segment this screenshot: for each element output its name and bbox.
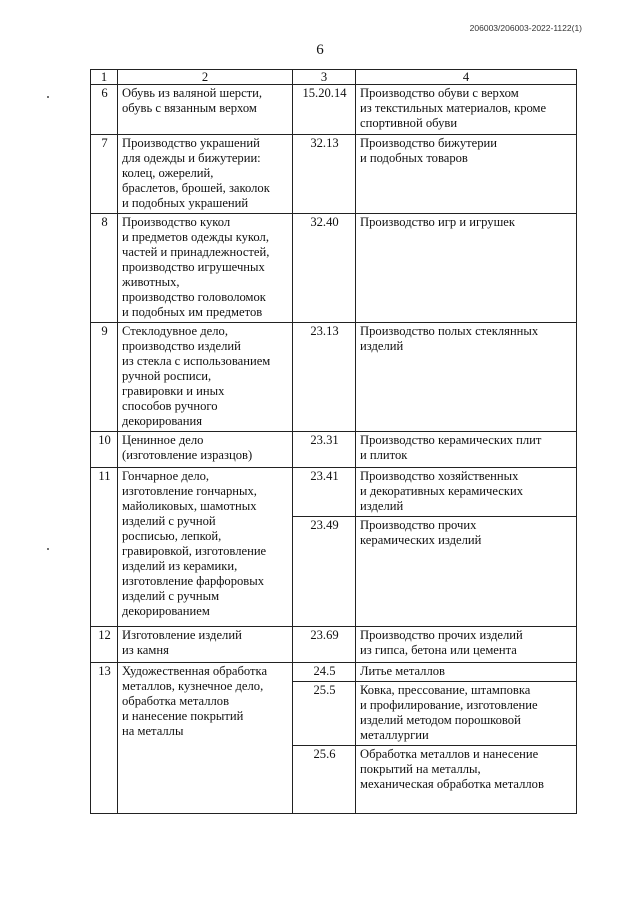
row-number: 11 <box>91 468 118 627</box>
craft-activity: Обувь из валяной шерсти, обувь с вязанным верхом <box>118 85 293 135</box>
row-number: 12 <box>91 627 118 663</box>
craft-activity: Гончарное дело, изготовление гончарных, майоликовых, шамотных изделий с ручной росписью, лепкой, гравировкой, изготовление изделий из керамики, изготовление фарфоровых изделий с ручным декорированием <box>118 468 293 627</box>
code-description: Производство игр и игрушек <box>356 214 577 323</box>
table-row <box>91 663 577 682</box>
code-description: Литье металлов <box>356 663 577 682</box>
okved-code: 32.13 <box>293 135 356 214</box>
table-row <box>91 432 577 468</box>
okved-code: 23.41 <box>293 468 356 517</box>
craft-activity: Производство кукол и предметов одежды кукол, частей и принадлежностей, производство игрушечных животных, производство головоломок и подобных им предметов <box>118 214 293 323</box>
table-row <box>91 214 577 323</box>
okved-code: 15.20.14 <box>293 85 356 135</box>
table-row <box>91 135 577 214</box>
craft-activity: Стеклодувное дело, производство изделий из стекла с использованием ручной росписи, гравировки и иных способов ручного декорирования <box>118 323 293 432</box>
code-description: Производство полых стеклянных изделий <box>356 323 577 432</box>
okved-code: 23.49 <box>293 517 356 627</box>
code-description: Производство обуви с верхом из текстильных материалов, кроме спортивной обуви <box>356 85 577 135</box>
table-row <box>91 85 577 135</box>
table-row <box>91 627 577 663</box>
code-description: Производство хозяйственных и декоративных керамических изделий <box>356 468 577 517</box>
document-id: 206003/206003-2022-1122(1) <box>469 23 582 33</box>
row-number: 9 <box>91 323 118 432</box>
header-col-3: 3 <box>293 70 356 85</box>
page-number: 6 <box>316 42 324 58</box>
craft-activity: Производство украшений для одежды и бижутерии: колец, ожерелий, браслетов, брошей, заколок и подобных украшений <box>118 135 293 214</box>
okved-code: 23.31 <box>293 432 356 468</box>
table-row <box>91 323 577 432</box>
code-description: Производство прочих изделий из гипса, бетона или цемента <box>356 627 577 663</box>
code-description: Ковка, прессование, штамповка и профилирование, изготовление изделий методом порошковой металлургии <box>356 682 577 746</box>
row-number: 13 <box>91 663 118 814</box>
row-number: 10 <box>91 432 118 468</box>
code-description: Обработка металлов и нанесение покрытий на металлы, механическая обработка металлов <box>356 746 577 814</box>
row-number: 6 <box>91 85 118 135</box>
craft-activity: Ценинное дело (изготовление изразцов) <box>118 432 293 468</box>
okved-code: 25.6 <box>293 746 356 814</box>
craft-activity: Изготовление изделий из камня <box>118 627 293 663</box>
okved-code: 32.40 <box>293 214 356 323</box>
code-description: Производство керамических плит и плиток <box>356 432 577 468</box>
header-col-4: 4 <box>356 70 577 85</box>
scan-speck <box>47 548 49 550</box>
scan-speck <box>47 96 49 98</box>
okved-code: 25.5 <box>293 682 356 746</box>
activity-codes-table <box>90 69 577 814</box>
okved-code: 23.69 <box>293 627 356 663</box>
table-header-row <box>91 70 577 85</box>
header-col-1: 1 <box>91 70 118 85</box>
row-number: 8 <box>91 214 118 323</box>
table-row <box>91 468 577 517</box>
craft-activity: Художественная обработка металлов, кузнечное дело, обработка металлов и нанесение покрытий на металлы <box>118 663 293 814</box>
code-description: Производство бижутерии и подобных товаров <box>356 135 577 214</box>
row-number: 7 <box>91 135 118 214</box>
okved-code: 23.13 <box>293 323 356 432</box>
header-col-2: 2 <box>118 70 293 85</box>
okved-code: 24.5 <box>293 663 356 682</box>
code-description: Производство прочих керамических изделий <box>356 517 577 627</box>
